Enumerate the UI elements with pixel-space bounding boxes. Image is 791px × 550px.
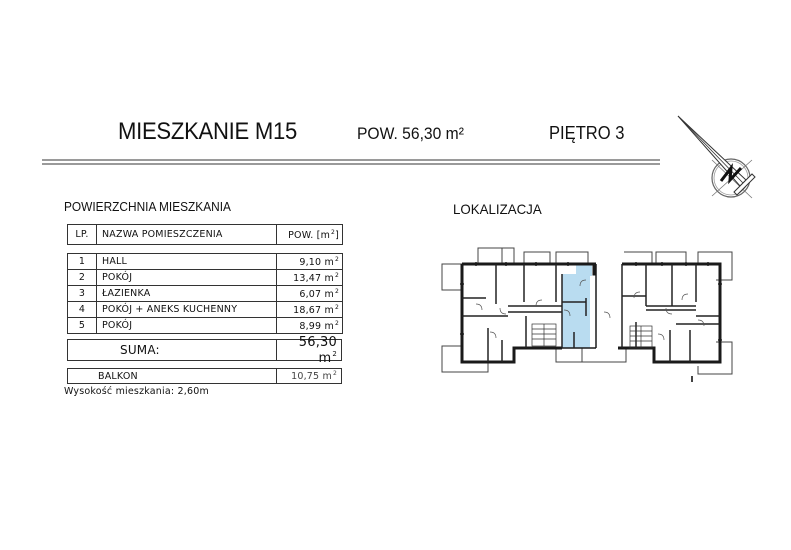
header-divider-top [42,159,660,161]
room-name: ŁAZIENKA [97,286,277,302]
room-name: HALL [97,254,277,270]
room-name: POKÓJ [97,270,277,286]
room-lp: 2 [68,270,97,286]
floor-plan-location-map [436,244,748,384]
apartment-floor: PIĘTRO 3 [549,123,625,143]
balcony-value: 10,75 $m^2$ [291,370,337,382]
room-lp: 5 [68,318,97,334]
room-lp: 1 [68,254,97,270]
table-row [68,318,343,334]
room-name: POKÓJ + ANEKS KUCHENNY [97,302,277,318]
sum-label: SUMA: [68,340,277,360]
table-row [68,254,343,270]
room-area: 9,10 $m^2$ [277,254,343,270]
stairwell [532,324,652,348]
balcony-row [67,368,342,384]
column-header-lp: LP. [68,225,97,245]
rooms-table [67,253,343,334]
sum-value: 56,30 $m^2$ [298,334,337,366]
table-row [68,286,343,302]
column-header-area: POW. $[m^2]$ [277,225,343,245]
rooms-section-title: POWIERZCHNIA MIESZKANIA [64,200,231,214]
apartment-title: MIESZKANIE M15 [118,118,297,145]
table-row [68,270,343,286]
room-area: 8,99 $m^2$ [277,318,343,334]
table-row [68,302,343,318]
balcony-outline [442,264,462,290]
room-name: POKÓJ [97,318,277,334]
room-area: 18,67 $m^2$ [277,302,343,318]
apartment-m15-highlight [562,264,592,348]
north-arrow-icon [668,108,768,203]
column-header-name: NAZWA POMIESZCZENIA [97,225,277,245]
balcony-label: BALKON [68,369,277,383]
room-lp: 4 [68,302,97,318]
room-lp: 3 [68,286,97,302]
header-divider-bottom [42,163,660,165]
room-area: 6,07 $m^2$ [277,286,343,302]
rooms-table-header [67,224,343,245]
apartment-height-note: Wysokość mieszkania: 2,60m [64,386,209,397]
room-area: 13,47 $m^2$ [277,270,343,286]
apartment-area: POW. 56,30 m² [357,124,464,143]
location-section-title: LOKALIZACJA [453,201,542,217]
area-sum-row [67,334,342,366]
